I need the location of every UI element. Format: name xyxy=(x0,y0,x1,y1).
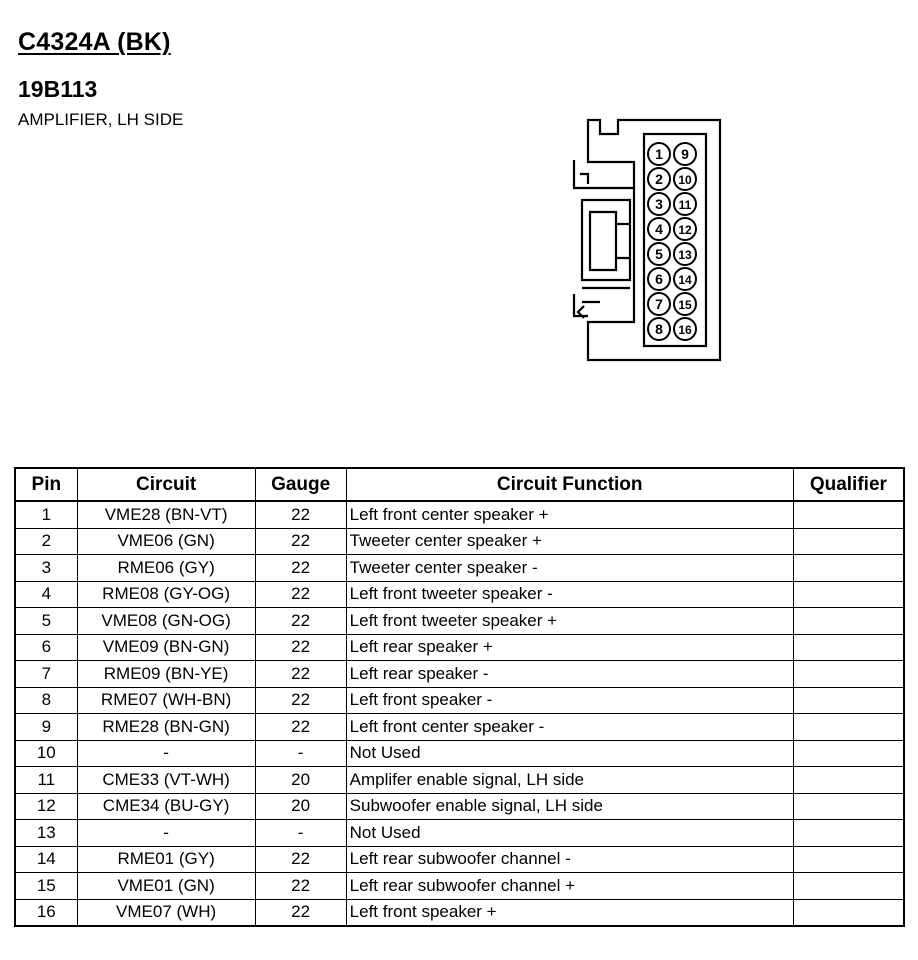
connector-pin xyxy=(648,268,670,290)
cell-circuit-function: Left front center speaker + xyxy=(346,501,793,528)
connector-pin xyxy=(648,193,670,215)
cell-qualifier xyxy=(793,528,904,555)
cell-gauge: 22 xyxy=(255,846,346,873)
pin-number-label: 5 xyxy=(655,246,663,262)
table-row xyxy=(15,528,904,555)
table-row xyxy=(15,846,904,873)
cell-circuit-function: Tweeter center speaker + xyxy=(346,528,793,555)
cell-circuit: - xyxy=(77,740,255,767)
cell-circuit: - xyxy=(77,820,255,847)
cell-circuit: CME34 (BU-GY) xyxy=(77,793,255,820)
connector-pin xyxy=(648,143,670,165)
cell-circuit-function: Left front speaker - xyxy=(346,687,793,714)
latch-lower xyxy=(574,294,588,316)
cell-pin: 5 xyxy=(15,608,77,635)
cell-gauge: 22 xyxy=(255,873,346,900)
cell-qualifier xyxy=(793,899,904,926)
cell-gauge: 22 xyxy=(255,899,346,926)
cell-circuit: RME08 (GY-OG) xyxy=(77,581,255,608)
cell-circuit-function: Left front center speaker - xyxy=(346,714,793,741)
cell-pin: 14 xyxy=(15,846,77,873)
pin-number-label: 13 xyxy=(678,248,692,262)
pin-number-label: 14 xyxy=(678,273,692,287)
table-row xyxy=(15,687,904,714)
pin-number-label: 8 xyxy=(655,321,663,337)
cell-gauge: - xyxy=(255,740,346,767)
connector-id-title: C4324A (BK) xyxy=(18,28,171,56)
header-circuit: Circuit xyxy=(77,468,255,501)
pin-number-label: 3 xyxy=(655,196,663,212)
pin-number-label: 1 xyxy=(655,146,663,162)
cell-qualifier xyxy=(793,661,904,688)
table-row xyxy=(15,608,904,635)
cell-qualifier xyxy=(793,501,904,528)
cell-pin: 9 xyxy=(15,714,77,741)
table-body xyxy=(15,501,904,926)
table-row xyxy=(15,501,904,528)
table-row xyxy=(15,581,904,608)
cell-circuit-function: Left rear speaker - xyxy=(346,661,793,688)
cell-gauge: 22 xyxy=(255,661,346,688)
cell-pin: 4 xyxy=(15,581,77,608)
cell-circuit: CME33 (VT-WH) xyxy=(77,767,255,794)
cell-gauge: - xyxy=(255,820,346,847)
cell-circuit: RME01 (GY) xyxy=(77,846,255,873)
cell-circuit-function: Amplifer enable signal, LH side xyxy=(346,767,793,794)
cell-gauge: 22 xyxy=(255,714,346,741)
cell-circuit: RME09 (BN-YE) xyxy=(77,661,255,688)
cell-gauge: 22 xyxy=(255,555,346,582)
pin-number-label: 9 xyxy=(681,146,689,162)
cell-circuit: RME07 (WH-BN) xyxy=(77,687,255,714)
connector-pin xyxy=(648,218,670,240)
cell-pin: 12 xyxy=(15,793,77,820)
cell-circuit: VME01 (GN) xyxy=(77,873,255,900)
cell-pin: 13 xyxy=(15,820,77,847)
cell-circuit-function: Left rear speaker + xyxy=(346,634,793,661)
connector-pin xyxy=(674,218,696,240)
cell-qualifier xyxy=(793,714,904,741)
cell-circuit-function: Left rear subwoofer channel - xyxy=(346,846,793,873)
cell-qualifier xyxy=(793,846,904,873)
connector-pin xyxy=(648,168,670,190)
table-row xyxy=(15,793,904,820)
table-row xyxy=(15,873,904,900)
cell-gauge: 22 xyxy=(255,687,346,714)
table-row xyxy=(15,634,904,661)
table-row xyxy=(15,740,904,767)
cell-pin: 7 xyxy=(15,661,77,688)
connector-pin xyxy=(674,193,696,215)
cell-qualifier xyxy=(793,793,904,820)
cell-gauge: 20 xyxy=(255,793,346,820)
cell-circuit-function: Left rear subwoofer channel + xyxy=(346,873,793,900)
pin-number-label: 15 xyxy=(678,298,692,312)
connector-pin xyxy=(674,168,696,190)
pin-number-label: 2 xyxy=(655,171,663,187)
cell-pin: 2 xyxy=(15,528,77,555)
cell-circuit-function: Not Used xyxy=(346,740,793,767)
header-circuit-function: Circuit Function xyxy=(346,468,793,501)
cell-circuit: VME07 (WH) xyxy=(77,899,255,926)
cell-circuit-function: Not Used xyxy=(346,820,793,847)
header-pin: Pin xyxy=(15,468,77,501)
pin-number-label: 4 xyxy=(655,221,663,237)
cell-qualifier xyxy=(793,767,904,794)
pin-number-label: 7 xyxy=(655,296,663,312)
cell-circuit-function: Left front tweeter speaker + xyxy=(346,608,793,635)
connector-pin xyxy=(674,293,696,315)
part-number: 19B113 xyxy=(18,76,98,102)
cell-gauge: 22 xyxy=(255,608,346,635)
cell-qualifier xyxy=(793,820,904,847)
cell-qualifier xyxy=(793,873,904,900)
pin-table xyxy=(14,467,905,927)
cell-circuit: VME06 (GN) xyxy=(77,528,255,555)
cell-pin: 8 xyxy=(15,687,77,714)
cell-pin: 3 xyxy=(15,555,77,582)
connector-pin xyxy=(674,143,696,165)
cell-circuit: VME28 (BN-VT) xyxy=(77,501,255,528)
cell-qualifier xyxy=(793,687,904,714)
connector-pin xyxy=(674,318,696,340)
cell-circuit-function: Left front speaker + xyxy=(346,899,793,926)
pin-number-label: 16 xyxy=(678,323,692,337)
cell-pin: 11 xyxy=(15,767,77,794)
connector-pin xyxy=(674,243,696,265)
cell-pin: 6 xyxy=(15,634,77,661)
cell-qualifier xyxy=(793,608,904,635)
cell-pin: 16 xyxy=(15,899,77,926)
table-row xyxy=(15,820,904,847)
cell-gauge: 22 xyxy=(255,634,346,661)
pin-number-label: 6 xyxy=(655,271,663,287)
cell-pin: 15 xyxy=(15,873,77,900)
cell-gauge: 20 xyxy=(255,767,346,794)
header-gauge: Gauge xyxy=(255,468,346,501)
pin-number-label: 11 xyxy=(678,198,692,212)
pin-grid xyxy=(648,143,696,340)
table-header-row xyxy=(15,468,904,501)
table-row xyxy=(15,661,904,688)
cell-gauge: 22 xyxy=(255,581,346,608)
cell-circuit: VME08 (GN-OG) xyxy=(77,608,255,635)
cell-circuit-function: Subwoofer enable signal, LH side xyxy=(346,793,793,820)
connector-face-diagram xyxy=(560,112,760,377)
connector-description: AMPLIFIER, LH SIDE xyxy=(18,110,184,129)
table-row xyxy=(15,714,904,741)
table-row xyxy=(15,767,904,794)
cell-circuit-function: Left front tweeter speaker - xyxy=(346,581,793,608)
cell-gauge: 22 xyxy=(255,528,346,555)
cell-pin: 1 xyxy=(15,501,77,528)
cell-circuit: RME28 (BN-GN) xyxy=(77,714,255,741)
connector-pin xyxy=(648,243,670,265)
table-row xyxy=(15,555,904,582)
cell-qualifier xyxy=(793,555,904,582)
connector-pin xyxy=(648,293,670,315)
header-qualifier: Qualifier xyxy=(793,468,904,501)
connector-pin xyxy=(648,318,670,340)
connector-pin xyxy=(674,268,696,290)
cell-circuit: VME09 (BN-GN) xyxy=(77,634,255,661)
cell-pin: 10 xyxy=(15,740,77,767)
cell-circuit: RME06 (GY) xyxy=(77,555,255,582)
table-row xyxy=(15,899,904,926)
cell-gauge: 22 xyxy=(255,501,346,528)
pin-number-label: 10 xyxy=(678,173,692,187)
pin-number-label: 12 xyxy=(678,223,692,237)
cell-qualifier xyxy=(793,740,904,767)
cell-circuit-function: Tweeter center speaker - xyxy=(346,555,793,582)
cell-qualifier xyxy=(793,581,904,608)
cell-qualifier xyxy=(793,634,904,661)
